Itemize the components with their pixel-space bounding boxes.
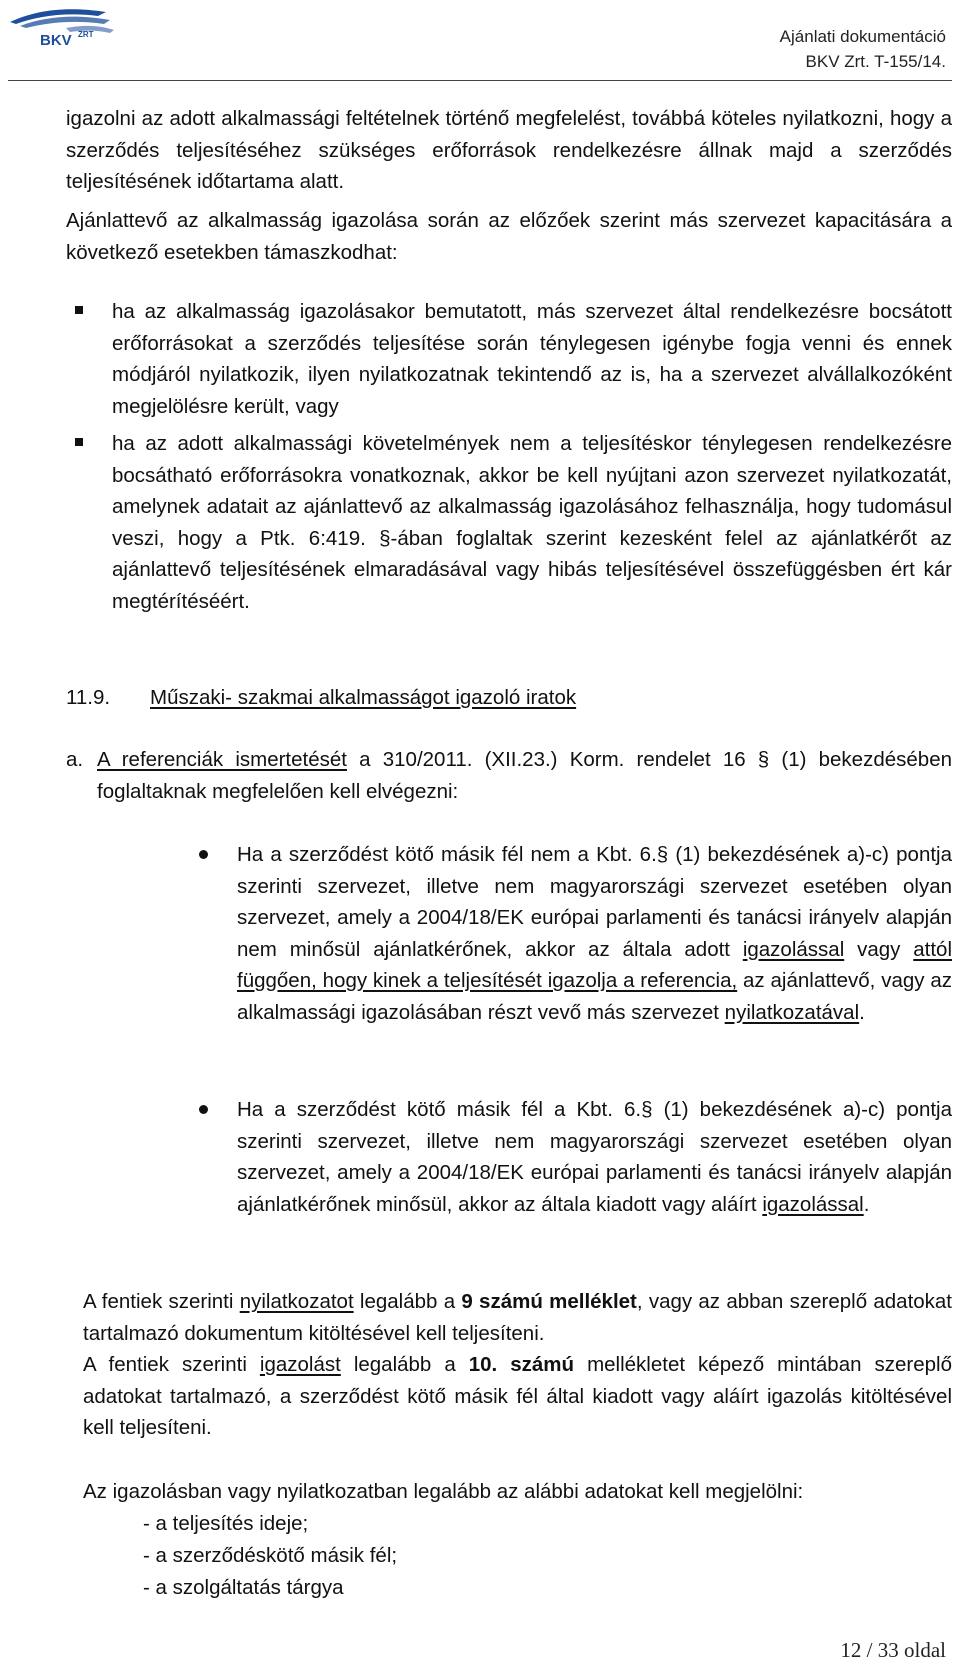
square-bullet-item-1: ha az alkalmasság igazolásakor bemutatott, más szervezet által rendelkezésre bocsátott erőforrásokat a szerződés teljesítése során ténylegesen igénybe fogja venni és ennek módjáról nyilatkozik, ilyen nyilatkozatnak tekintendő az is, ha a szervezet alvállalkozóként megjelölésre került, vagy (112, 300, 952, 418)
square-bullet-icon (75, 438, 83, 446)
closing-1-text-b: legalább a (353, 1290, 462, 1313)
dot-bullet-1-text-a: Ha a szerződést kötő másik fél nem a Kbt. 6.§ (1) bekezdésének a)-c) pontja szerinti szervezet, illetve nem magyarországi szervezet esetében olyan szervezet, amely a 2004/18/EK európai parlamenti és tanácsi irányelv alapján nem minősül ajánlatkérőnek, akkor az általa adott (237, 843, 952, 961)
logo-sup: ZRT (78, 30, 94, 39)
dot-bullet-item-1 (237, 839, 952, 1028)
closing-2-underlined: igazolást (259, 1353, 341, 1376)
section-heading (66, 682, 576, 714)
closing-2-text-a: A fentiek szerinti (83, 1353, 260, 1376)
logo-text: BKV (40, 32, 72, 48)
page-number: 12 / 33 oldal (840, 1638, 946, 1662)
closing-2-bold: 10. számú (468, 1353, 575, 1376)
closing-paragraph-2 (83, 1349, 952, 1444)
required-data-intro: Az igazolásban vagy nyilatkozatban legalább az alábbi adatokat kell megjelölni: (83, 1480, 804, 1503)
dot-bullet-1-underlined-a: igazolással (742, 937, 845, 961)
item-a-underlined: A referenciák ismertetését (97, 748, 347, 771)
header-divider (8, 80, 952, 81)
dot-bullet-2-underlined-a: igazolással (762, 1192, 864, 1216)
dot-bullet-1-text-b: vagy (844, 937, 914, 961)
dot-bullet-2-text-a: Ha a szerződést kötő másik fél a Kbt. 6.§ (1) bekezdésének a)-c) pontja szerinti szervezet, illetve nem magyarországi szervezet esetében olyan szervezet, amely a 2004/18/EK európai parlamenti és tanácsi irányelv alapján ajánlatkérőnek minősül, akkor az általa kiadott vagy aláírt (237, 1098, 952, 1216)
intro-paragraph-1: igazolni az adott alkalmassági feltételnek történő megfelelést, továbbá köteles nyilatkozni, hogy a szerződés teljesítéséhez szükséges erőforrások rendelkezésre állnak majd a szerződés teljesítésének időtartama alatt. (66, 107, 952, 193)
closing-2-text-b: legalább a (340, 1353, 469, 1376)
page-header (0, 0, 960, 80)
square-bullet-icon (75, 306, 83, 314)
dot-bullet-1-text-d: . (859, 1000, 865, 1024)
intro-paragraph-2: Ajánlattevő az alkalmasság igazolása során az előzőek szerint más szervezet kapacitására a következő esetekben támaszkodhat: (66, 209, 952, 264)
closing-1-text-a: A fentiek szerinti (83, 1290, 240, 1313)
square-bullet-item-2: ha az adott alkalmassági követelmények nem a teljesítéskor ténylegesen rendelkezésre bocsátható erőforrásokra vonatkoznak, akkor be kell nyújtani azon szervezet nyilatkozatát, amelynek adatait az ajánlattevő az alkalmasság igazolásához felhasználja, hogy tudomásul veszi, hogy a Ptk. 6:419. §-ában foglaltak szerint kezesként felel az ajánlatkérőt az ajánlattevő teljesítésének elmaradásával vagy hibás teljesítésével összefüggésben ért kár megtérítéséért. (112, 432, 952, 613)
dot-bullet-2-text-b: . (863, 1192, 870, 1216)
doc-ref: BKV Zrt. T-155/14. (805, 52, 946, 71)
round-bullet-icon (199, 1105, 208, 1114)
dot-bullet-1-underlined-c: nyilatkozatával (724, 1000, 860, 1024)
required-item-3: - a szolgáltatás tárgya (143, 1576, 344, 1599)
closing-1-text-c: , vagy az abban szereplő adatokat tartalmazó dokumentum kitöltésével kell teljesíteni. (83, 1290, 953, 1345)
dot-bullet-1-underlined-b: attól függően, hogy kinek a teljesítését igazolja a referencia, (237, 937, 952, 992)
required-item-2: - a szerződéskötő másik fél; (143, 1544, 398, 1567)
header-doc-info (780, 24, 946, 74)
closing-1-underlined: nyilatkozatot (239, 1290, 354, 1313)
dot-bullet-1-text-c: az ajánlattevő, vagy az alkalmassági igazolásában részt vevő más szervezet (237, 969, 952, 1024)
section-number: 11.9. (66, 686, 111, 709)
bkv-logo (6, 2, 118, 48)
closing-2-text-c: mellékletet képező mintában szereplő adatokat tartalmazó, a szerződést kötő másik fél által kiadott vagy aláírt igazolás kitöltésével kell teljesíteni. (83, 1353, 952, 1439)
item-a-rest: a 310/2011. (XII.23.) Korm. rendelet 16 § (1) bekezdésében foglaltaknak megfelelően kell elvégezni: (97, 748, 952, 803)
item-a-text (97, 744, 952, 807)
doc-title: Ajánlati dokumentáció (779, 27, 946, 46)
section-title: Műszaki- szakmai alkalmasságot igazoló iratok (150, 686, 577, 709)
dot-bullet-item-2 (237, 1094, 952, 1220)
item-a-label: a. (66, 748, 84, 771)
round-bullet-icon (199, 850, 208, 859)
required-item-1: - a teljesítés ideje; (143, 1512, 309, 1535)
closing-1-bold: 9 számú melléklet (461, 1290, 637, 1313)
closing-paragraph-1 (83, 1286, 952, 1349)
